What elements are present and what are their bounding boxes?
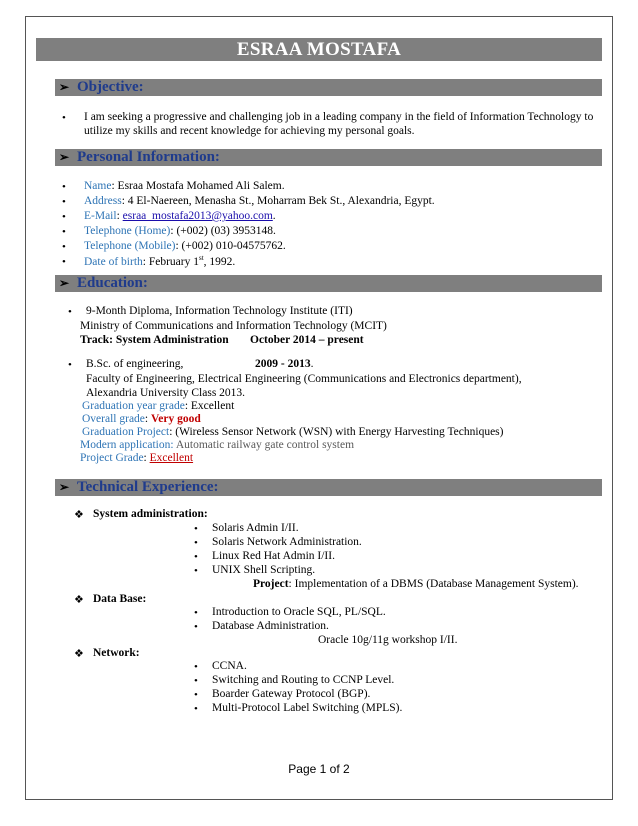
database-title: Data Base:	[93, 593, 147, 605]
project-grade: Project Grade: Excellent	[80, 452, 194, 464]
bullet-icon: •	[62, 226, 66, 238]
page-number: Page 1 of 2	[288, 762, 350, 776]
diamond-icon: ❖	[74, 594, 84, 606]
database-item: Database Administration.	[212, 620, 329, 632]
graduation-project: Graduation Project: (Wireless Sensor Network (WSN) with Energy Harvesting Techniques)	[82, 426, 504, 438]
overall-grade: Overall grade: Very good	[82, 413, 201, 425]
bullet-icon: •	[194, 621, 198, 633]
section-education	[55, 275, 602, 292]
database-item: Introduction to Oracle SQL, PL/SQL.	[212, 606, 386, 618]
email-link[interactable]: esraa_mostafa2013@yahoo.com	[122, 210, 273, 222]
objective-line-2: utilize my skills and recent knowledge for achieving my personal goals.	[84, 125, 415, 137]
personal-home-phone: Telephone (Home): (+002) (03) 3953148.	[84, 225, 276, 237]
bullet-icon: •	[62, 211, 66, 223]
sysadmin-item: Solaris Network Administration.	[212, 536, 362, 548]
bsc-title: B.Sc. of engineering,	[86, 358, 184, 370]
bsc-faculty: Faculty of Engineering, Electrical Engineering (Communications and Electronics department),	[86, 373, 522, 385]
bullet-icon: •	[62, 241, 66, 253]
personal-mobile-phone: Telephone (Mobile): (+002) 010-04575762.	[84, 240, 286, 252]
iti-title: 9-Month Diploma, Information Technology Institute (ITI)	[86, 305, 353, 317]
bullet-icon: •	[68, 306, 72, 318]
sysadmin-project: Project: Implementation of a DBMS (Database Management System).	[253, 578, 579, 590]
bullet-icon: •	[194, 551, 198, 563]
bullet-icon: •	[68, 359, 72, 371]
sysadmin-item: Linux Red Hat Admin I/II.	[212, 550, 335, 562]
bullet-icon: •	[194, 537, 198, 549]
iti-date: October 2014 – present	[250, 334, 364, 346]
bullet-icon: •	[62, 196, 66, 208]
grad-year-grade: Graduation year grade: Excellent	[82, 400, 235, 412]
bullet-icon: •	[62, 181, 66, 193]
bullet-icon: •	[194, 689, 198, 701]
network-item: Switching and Routing to CCNP Level.	[212, 674, 395, 686]
network-item: Boarder Gateway Protocol (BGP).	[212, 688, 371, 700]
diamond-icon: ❖	[74, 648, 84, 660]
bullet-icon: •	[194, 565, 198, 577]
sysadmin-item: Solaris Admin I/II.	[212, 522, 299, 534]
personal-email: E-Mail: esraa_mostafa2013@yahoo.com.	[84, 210, 276, 222]
arrow-icon: ➢	[59, 276, 70, 290]
section-personal	[55, 149, 602, 166]
database-note: Oracle 10g/11g workshop I/II.	[318, 634, 458, 646]
section-technical	[55, 479, 602, 496]
bullet-icon: •	[194, 661, 198, 673]
section-title: Technical Experience:	[77, 479, 219, 495]
bullet-icon: •	[194, 675, 198, 687]
personal-name: Name: Esraa Mostafa Mohamed Ali Salem.	[84, 180, 285, 192]
network-title: Network:	[93, 647, 140, 659]
bsc-years: 2009 - 2013.	[255, 358, 314, 370]
sysadmin-item: UNIX Shell Scripting.	[212, 564, 316, 576]
sysadmin-title: System administration:	[93, 508, 208, 520]
bullet-icon: •	[194, 523, 198, 535]
section-title: Personal Information:	[77, 149, 220, 165]
bullet-icon: •	[194, 703, 198, 715]
network-item: Multi-Protocol Label Switching (MPLS).	[212, 702, 403, 714]
bullet-icon: •	[62, 256, 66, 268]
network-item: CCNA.	[212, 660, 247, 672]
arrow-icon: ➢	[59, 150, 70, 164]
personal-dob: Date of birth: February 1st, 1992.	[84, 254, 236, 268]
iti-ministry: Ministry of Communications and Information Technology (MCIT)	[80, 320, 387, 332]
arrow-icon: ➢	[59, 480, 70, 494]
objective-line-1: I am seeking a progressive and challenging job in a leading company in the field of Information Technology to	[84, 111, 594, 123]
modern-application: Modern application: Automatic railway gate control system	[80, 439, 355, 451]
arrow-icon: ➢	[59, 80, 70, 94]
section-title: Education:	[77, 275, 148, 291]
diamond-icon: ❖	[74, 509, 84, 521]
bullet-icon: •	[194, 607, 198, 619]
iti-track: Track: System Administration	[80, 334, 229, 346]
section-objective	[55, 79, 602, 96]
name-header: ESRAA MOSTAFA	[36, 38, 602, 61]
section-title: Objective:	[77, 79, 144, 95]
bullet-icon: •	[62, 112, 66, 124]
personal-address: Address: 4 El-Naereen, Menasha St., Moharram Bek St., Alexandria, Egypt.	[84, 195, 435, 207]
bsc-university: Alexandria University Class 2013.	[86, 387, 246, 399]
